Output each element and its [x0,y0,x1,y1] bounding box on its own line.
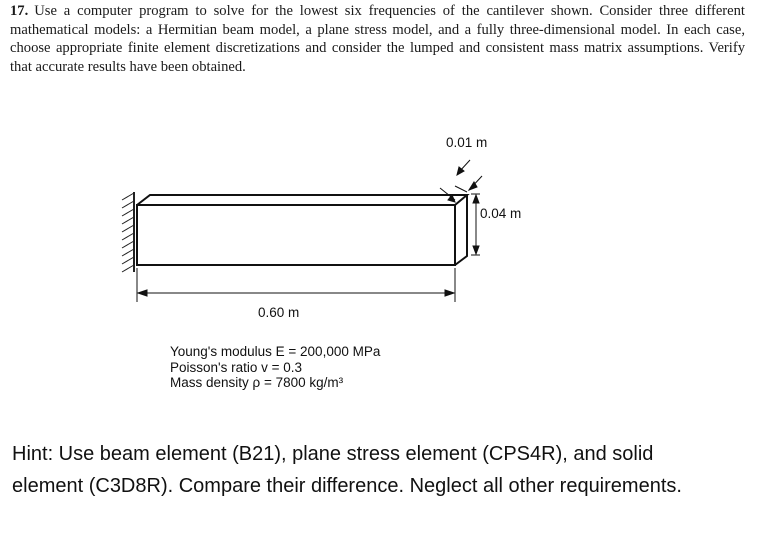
thickness-label: 0.01 m [446,135,488,150]
height-label: 0.04 m [480,206,522,221]
youngs-modulus: Young's modulus E = 200,000 MPa [170,344,381,359]
poissons-ratio: Poisson's ratio v = 0.3 [170,359,303,375]
mass-density: Mass density ρ = 7800 kg/m³ [170,375,344,390]
fixed-support-hatch [122,192,134,272]
material-properties [170,344,380,391]
length-label: 0.60 m [258,305,300,320]
height-dimension [471,194,480,255]
problem-number: 17. [10,3,29,19]
beam-body [137,195,467,265]
hint-text: Hint: Use beam element (B21), plane stress element (CPS4R), and solid element (C3D8R). Compare their difference. Neglect all other requirements. [12,443,682,497]
problem-text: Use a computer program to solve for the lowest six frequencies of the cantilever shown. Consider three different mathematical models: a Hermitian beam model, a plane stress model, and a fully three-dimensional model. In each case, choose appropriate finite element discretizations and consider the lumped and consistent mass matrix assumptions. Verify that accurate results have been obtained. [10,3,745,75]
length-dimension [137,268,455,302]
